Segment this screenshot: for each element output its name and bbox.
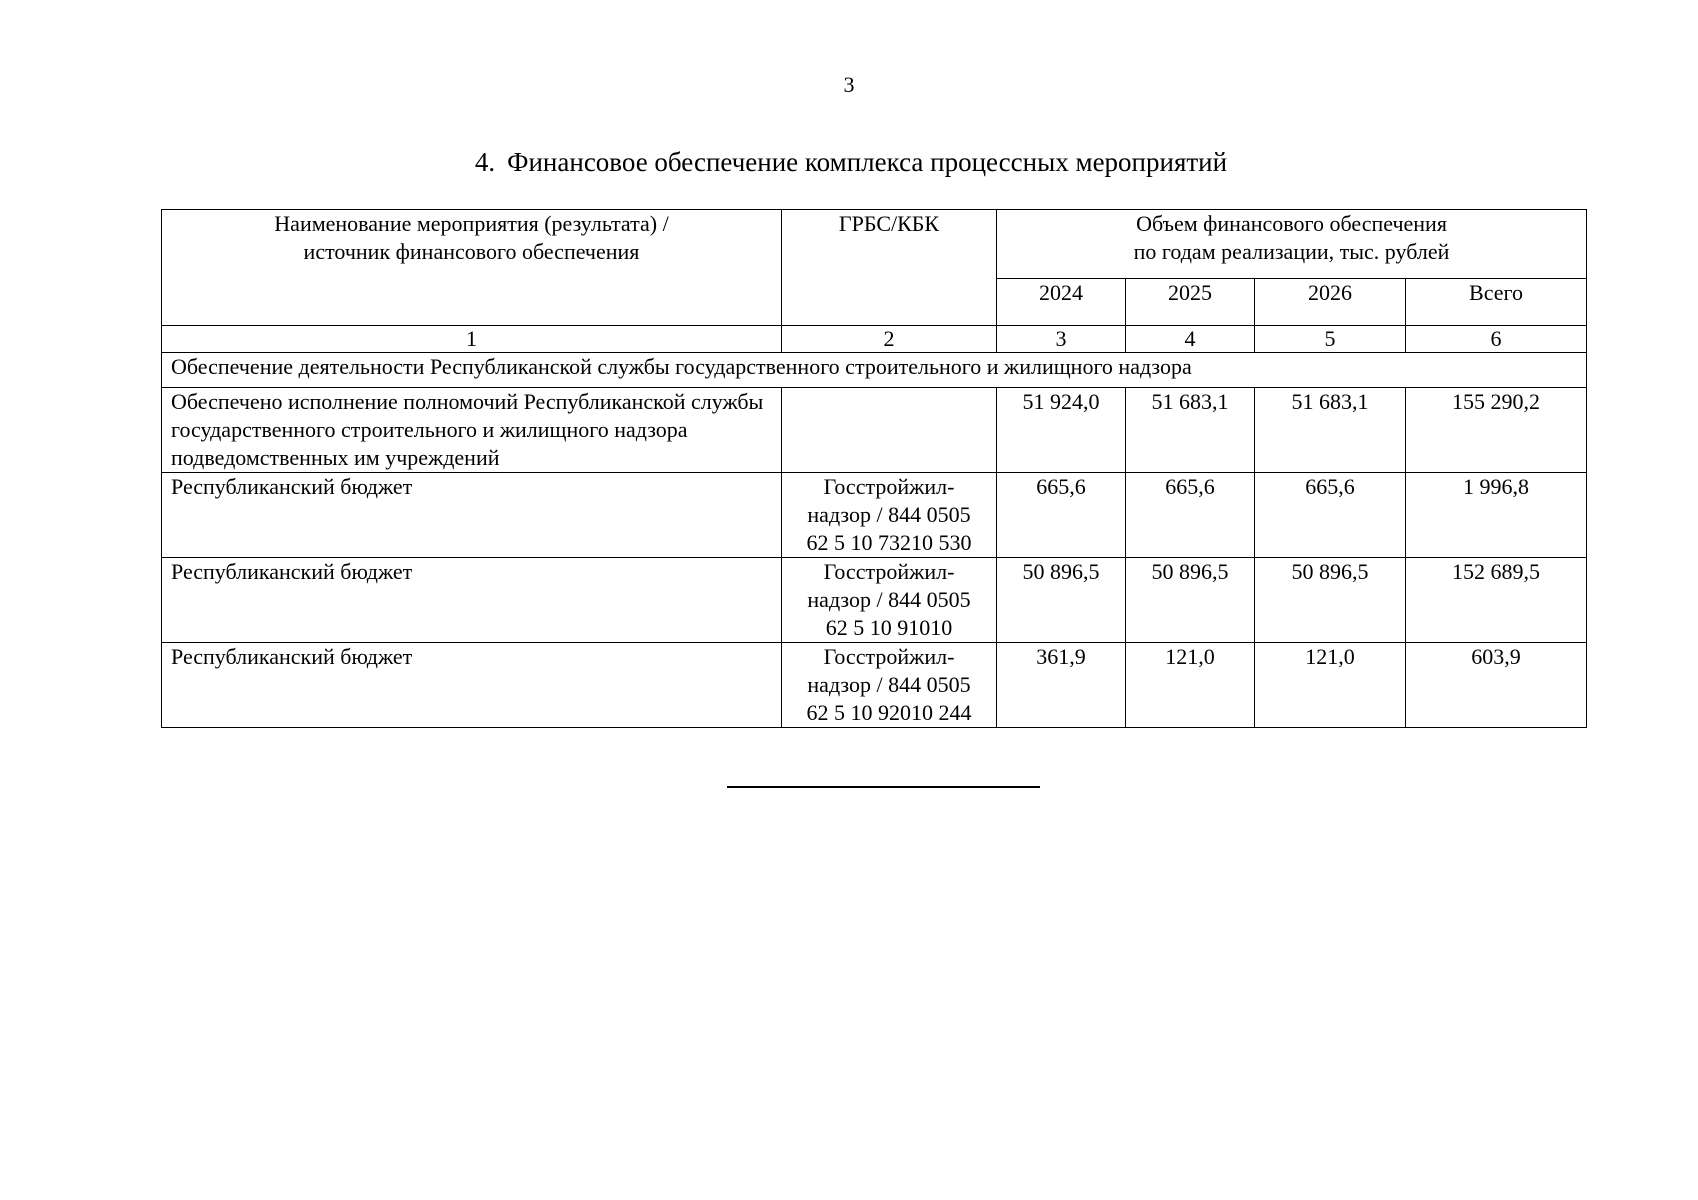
result-2024: 51 924,0: [997, 388, 1126, 473]
column-number: 6: [1406, 326, 1587, 353]
grbs-line: 62 5 10 92010 244: [806, 700, 972, 725]
budget-grbs-kbk: [782, 558, 997, 643]
grbs-line: 62 5 10 73210 530: [806, 530, 972, 555]
grbs-line: надзор / 844 0505: [807, 672, 971, 697]
section-row-title: Обеспечение деятельности Республиканской службы государственного строительного и жилищного надзора: [162, 353, 1587, 388]
column-number: 3: [997, 326, 1126, 353]
header-year-2025: 2025: [1126, 279, 1255, 326]
budget-2026: 665,6: [1255, 473, 1406, 558]
header-volume-line2: по годам реализации, тыс. рублей: [1133, 239, 1450, 264]
header-grbs-cell: [782, 210, 997, 326]
table-row: [162, 643, 1587, 728]
header-name-cell: [162, 210, 782, 326]
result-name: Обеспечено исполнение полномочий Республиканской службы государственного строительного и жилищного надзора подведомственных им учреждений: [162, 388, 782, 473]
header-year-2026: 2026: [1255, 279, 1406, 326]
budget-grbs-kbk: [782, 643, 997, 728]
budget-source: Республиканский бюджет: [162, 643, 782, 728]
header-name-line2: источник финансового обеспечения: [303, 239, 640, 264]
table-row: [162, 473, 1587, 558]
budget-grbs-kbk: [782, 473, 997, 558]
budget-2026: 50 896,5: [1255, 558, 1406, 643]
grbs-line: надзор / 844 0505: [807, 587, 971, 612]
budget-source: Республиканский бюджет: [162, 473, 782, 558]
column-number: 4: [1126, 326, 1255, 353]
grbs-line: Госстройжил-: [823, 644, 955, 669]
budget-2024: 665,6: [997, 473, 1126, 558]
header-total: Всего: [1406, 279, 1587, 326]
section-number: 4.: [474, 147, 496, 177]
budget-2024: 50 896,5: [997, 558, 1126, 643]
budget-2024: 361,9: [997, 643, 1126, 728]
budget-total: 152 689,5: [1406, 558, 1587, 643]
financing-table: [161, 209, 1587, 728]
budget-2025: 665,6: [1126, 473, 1255, 558]
budget-total: 1 996,8: [1406, 473, 1587, 558]
grbs-line: надзор / 844 0505: [807, 502, 971, 527]
column-number: 5: [1255, 326, 1406, 353]
grbs-line: 62 5 10 91010: [825, 615, 953, 640]
result-total: 155 290,2: [1406, 388, 1587, 473]
result-row: [162, 388, 1587, 473]
result-2026: 51 683,1: [1255, 388, 1406, 473]
section-row: [162, 353, 1587, 388]
page-number: 3: [843, 72, 855, 97]
header-grbs: ГРБС/КБК: [838, 211, 940, 236]
budget-2025: 121,0: [1126, 643, 1255, 728]
column-number: 1: [162, 326, 782, 353]
grbs-line: Госстройжил-: [823, 474, 955, 499]
budget-2026: 121,0: [1255, 643, 1406, 728]
section-title-text: Финансовое обеспечение комплекса процессных мероприятий: [507, 147, 1228, 177]
header-volume-line1: Объем финансового обеспечения: [1136, 211, 1447, 236]
header-year-2024: 2024: [997, 279, 1126, 326]
header-row: [162, 210, 1587, 279]
result-2025: 51 683,1: [1126, 388, 1255, 473]
table-row: [162, 558, 1587, 643]
bottom-rule: [727, 786, 1040, 788]
grbs-line: Госстройжил-: [823, 559, 955, 584]
column-number: 2: [782, 326, 997, 353]
result-grbs: [782, 388, 997, 473]
budget-2025: 50 896,5: [1126, 558, 1255, 643]
budget-total: 603,9: [1406, 643, 1587, 728]
column-number-row: [162, 326, 1587, 353]
section-title: [0, 146, 1698, 178]
budget-source: Республиканский бюджет: [162, 558, 782, 643]
header-volume-cell: [997, 210, 1587, 279]
header-name-line1: Наименование мероприятия (результата) /: [274, 211, 669, 236]
